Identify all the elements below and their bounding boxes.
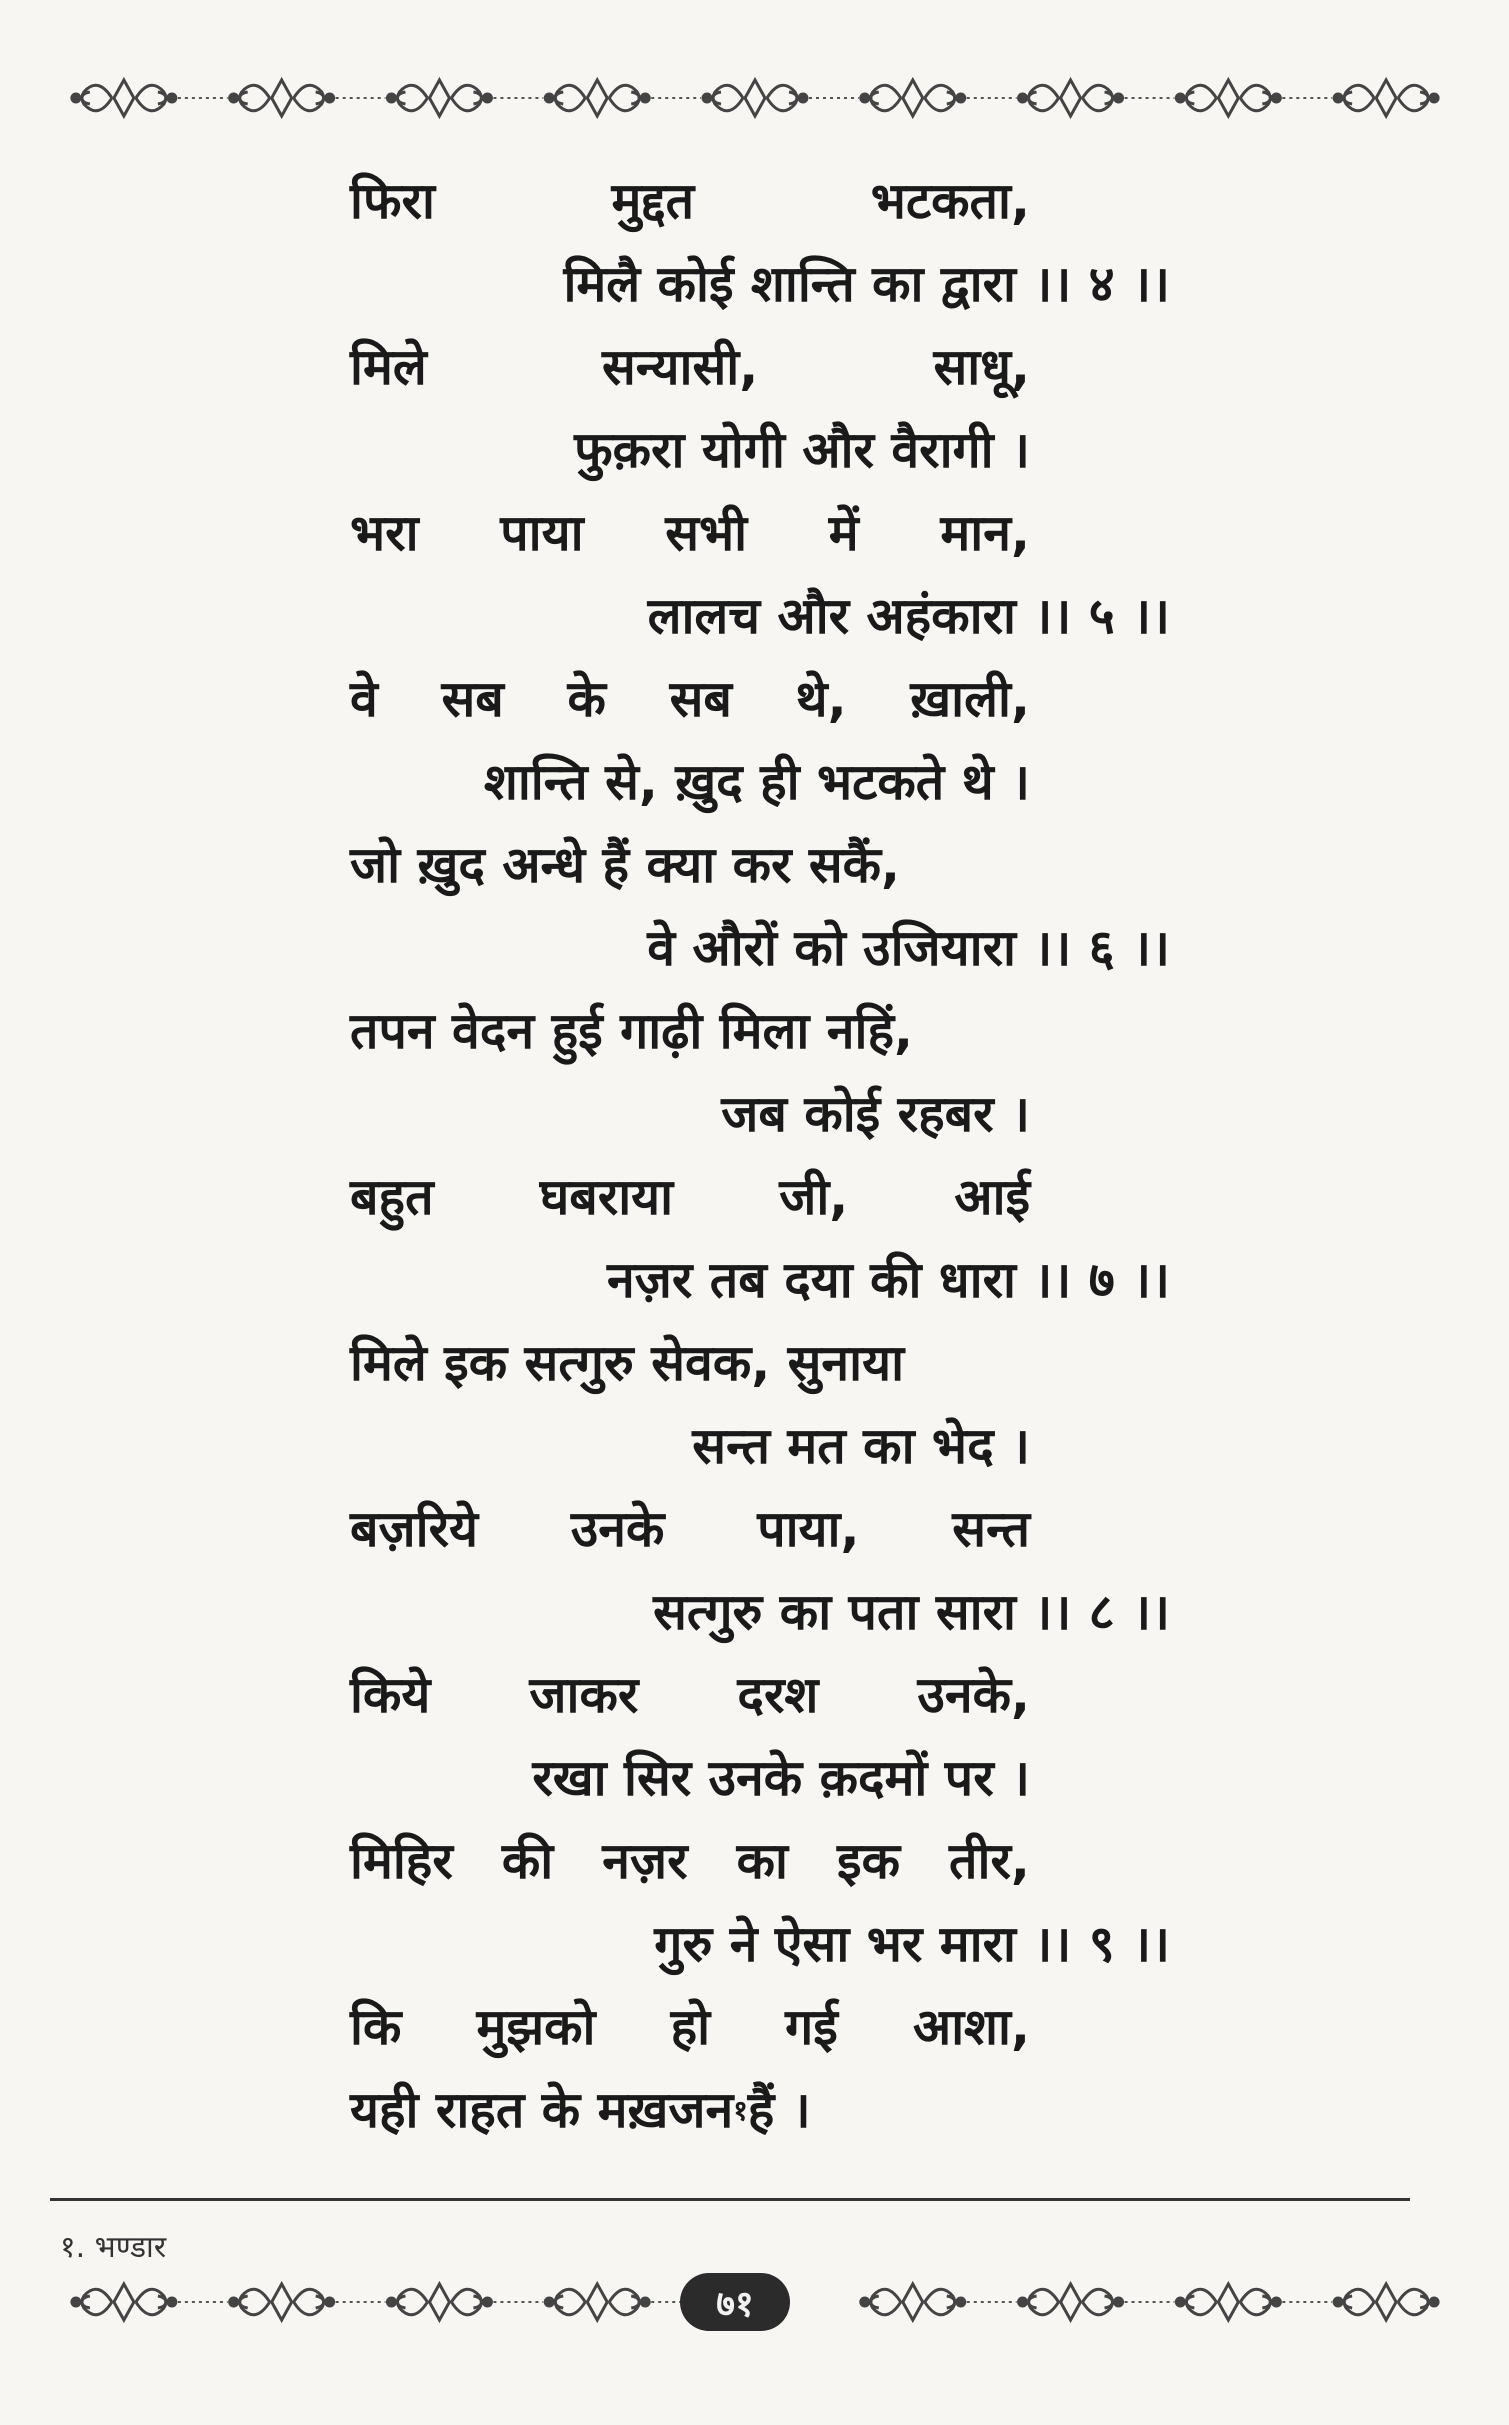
poem-word: भटकता,: [870, 172, 1030, 230]
floral-motif-icon: [1334, 80, 1438, 116]
poem-word: सन्यासी,: [602, 338, 759, 396]
floral-motif-icon: [230, 80, 334, 116]
poem-word: बहुत: [350, 1168, 434, 1226]
poem-word: का: [736, 1832, 788, 1890]
poem-line: [350, 1654, 1030, 1737]
poem-line: मिलै कोई शान्ति का द्वारा ।। ४ ।।: [563, 255, 1170, 313]
footnote-marker: १: [733, 2094, 748, 2127]
poem-word: फिरा: [350, 172, 435, 230]
poem-word: उनके,: [917, 1666, 1030, 1724]
poem-word: उनके: [570, 1500, 665, 1558]
poem-word: में: [828, 504, 859, 562]
poem-line-tail: हैं ।: [747, 2081, 811, 2139]
floral-motif-icon: [545, 80, 649, 116]
poem-word: सन्त: [952, 1500, 1030, 1558]
poem-body: [350, 160, 1170, 2152]
poem-line-text: यही राहत के मख़जन: [350, 2081, 734, 2139]
poem-line: लालच और अहंकारा ।। ५ ।।: [647, 587, 1170, 645]
footnote: १. भण्डार: [60, 2230, 167, 2265]
poem-line: [350, 1488, 1030, 1571]
poem-line: [350, 492, 1030, 575]
poem-line: फुक़रा योगी और वैरागी ।: [574, 421, 1030, 479]
poem-word: ख़ाली,: [910, 670, 1030, 728]
floral-motif-icon: [72, 2284, 176, 2320]
poem-line: [350, 658, 1030, 741]
floral-motif-icon: [861, 2284, 965, 2320]
poem-line: जब कोई रहबर ।: [721, 1085, 1030, 1143]
poem-word: की: [501, 1832, 554, 1890]
poem-line: मिले इक सत्गुरु सेवक, सुनाया: [350, 1334, 905, 1392]
floral-motif-icon: [230, 2284, 334, 2320]
poem-line: [350, 1986, 1030, 2069]
poem-word: गई: [785, 1998, 838, 2056]
floral-motif-icon: [703, 80, 807, 116]
poem-word: जी,: [779, 1168, 849, 1226]
poem-word: वे: [350, 670, 378, 728]
poem-word: भरा: [350, 504, 419, 562]
poem-word: जाकर: [529, 1666, 639, 1724]
poem-word: बज़रिये: [350, 1500, 479, 1558]
poem-word: मान,: [940, 504, 1030, 562]
floral-motif-icon: [545, 2284, 649, 2320]
poem-word: के: [567, 670, 606, 728]
poem-word: मिले: [350, 338, 427, 396]
poem-word: कि: [350, 1998, 402, 2056]
poem-word: सब: [669, 670, 732, 728]
floral-motif-icon: [861, 80, 965, 116]
floral-motif-icon: [387, 2284, 491, 2320]
poem-word: सब: [441, 670, 504, 728]
poem-line: [350, 1156, 1030, 1239]
floral-motif-icon: [1176, 80, 1280, 116]
poem-word: तीर,: [949, 1832, 1030, 1890]
poem-word: दरश: [737, 1666, 819, 1724]
poem-line: नज़र तब दया की धारा ।। ७ ।।: [607, 1251, 1170, 1309]
top-ornament-border: [0, 58, 1509, 138]
poem-line: जो ख़ुद अन्धे हैं क्या कर सकैं,: [350, 836, 901, 894]
poem-line: गुरु ने ऐसा भर मारा ।। ९ ।।: [654, 1915, 1170, 1973]
poem-word: आशा,: [912, 1998, 1030, 2056]
poem-word: साधू,: [933, 338, 1030, 396]
floral-motif-icon: [72, 80, 176, 116]
poem-line: [350, 326, 1030, 409]
poem-line: [350, 160, 1030, 243]
poem-word: मुझको: [476, 1998, 596, 2056]
poem-line: शान्ति से, ख़ुद ही भटकते थे ।: [483, 753, 1030, 811]
poem-line: तपन वेदन हुई गाढ़ी मिला नहिं,: [350, 1002, 914, 1060]
poem-word: पाया: [500, 504, 584, 562]
poem-word: थे,: [795, 670, 847, 728]
poem-line: [350, 1820, 1030, 1903]
poem-word: घबराया: [539, 1168, 674, 1226]
floral-motif-icon: [1176, 2284, 1280, 2320]
poem-line: वे औरों को उजियारा ।। ६ ।।: [647, 919, 1170, 977]
poem-word: मुद्दत: [611, 172, 695, 230]
poem-word: किये: [350, 1666, 431, 1724]
poem-word: आई: [954, 1168, 1030, 1226]
poem-word: पाया,: [757, 1500, 860, 1558]
floral-motif-icon: [1019, 2284, 1123, 2320]
poem-word: मिहिर: [350, 1832, 453, 1890]
poem-word: सभी: [665, 504, 748, 562]
poem-word: हो: [670, 1998, 711, 2056]
poem-line: सत्गुरु का पता सारा ।। ८ ।।: [653, 1583, 1170, 1641]
floral-motif-icon: [1019, 80, 1123, 116]
footnote-divider: [50, 2198, 1410, 2201]
page-number: ७१: [680, 2273, 790, 2331]
poem-word: इक: [837, 1832, 900, 1890]
poem-word: नज़र: [602, 1832, 688, 1890]
poem-line: सन्त मत का भेद ।: [692, 1417, 1030, 1475]
poem-line-last: [350, 2069, 1170, 2152]
floral-border-icon: [0, 58, 1509, 138]
floral-motif-icon: [1334, 2284, 1438, 2320]
poem-line: रखा सिर उनके क़दमों पर ।: [532, 1749, 1030, 1807]
floral-motif-icon: [387, 80, 491, 116]
